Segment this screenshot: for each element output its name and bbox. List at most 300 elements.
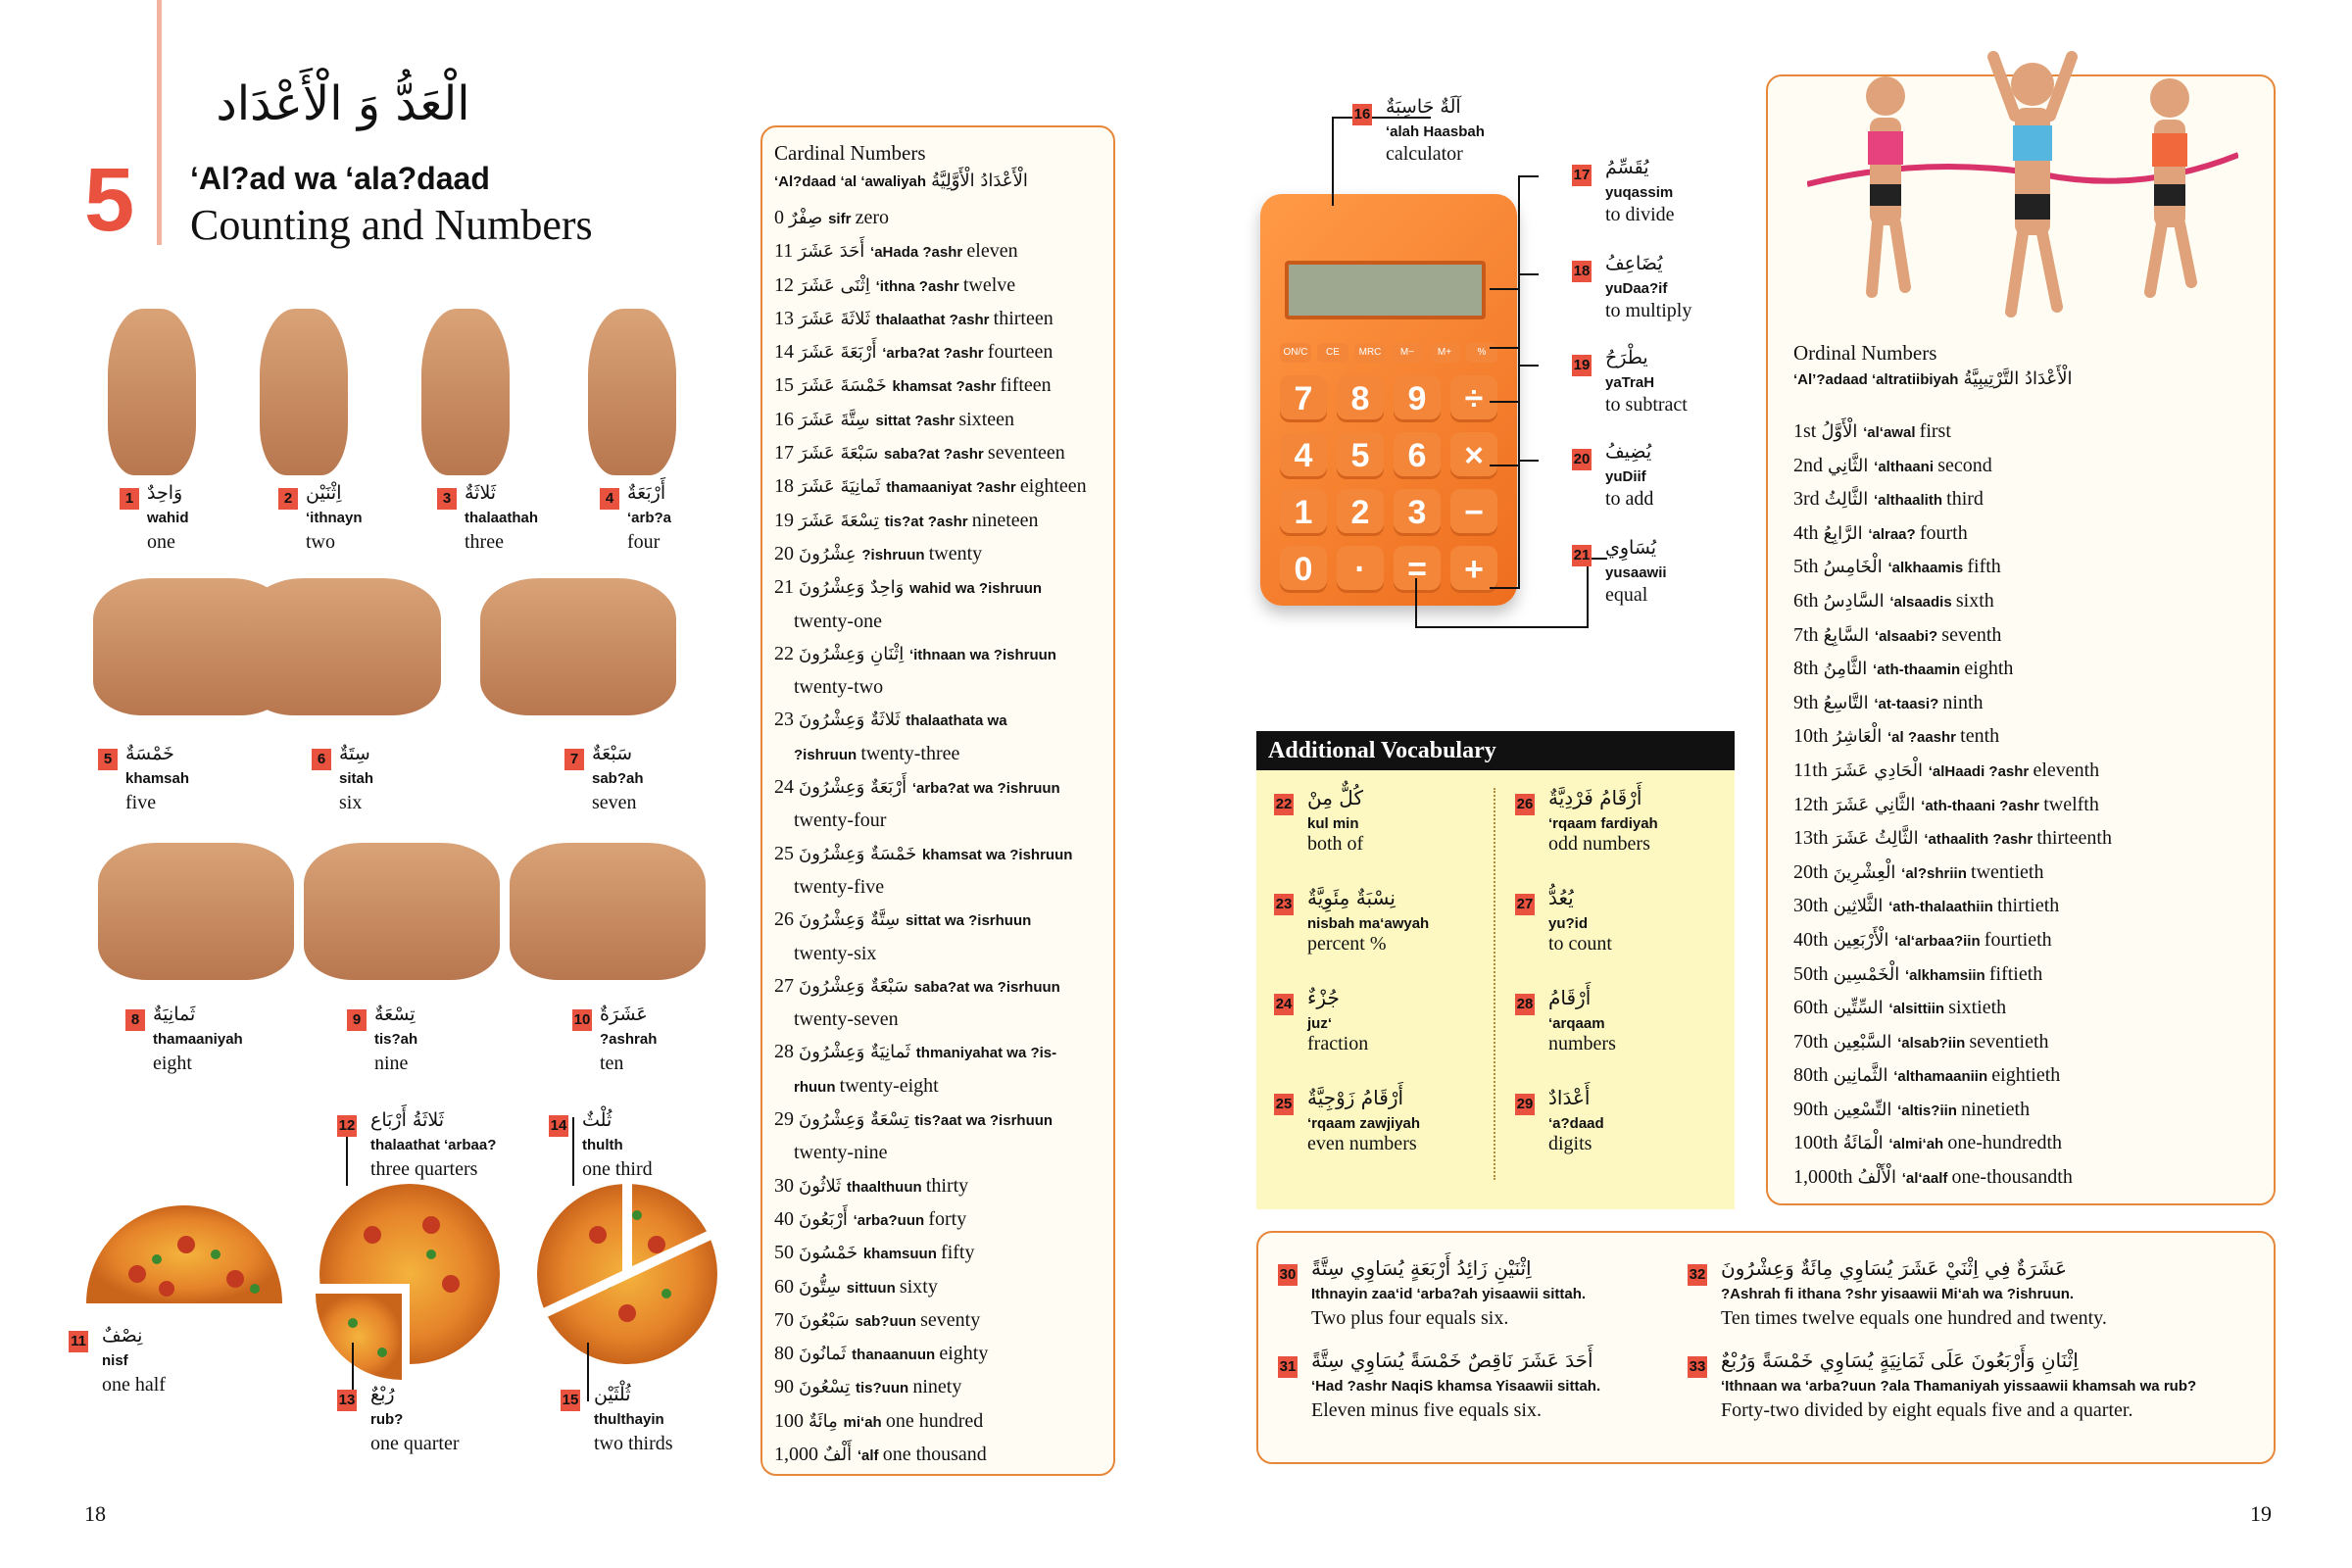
ordinal-row <box>1793 517 2264 552</box>
vocab-22-number: 22 <box>1274 794 1294 815</box>
vocab-23-number: 23 <box>1274 894 1294 915</box>
cardinal-transliteration: wahid wa ?ishruun <box>909 580 1043 598</box>
vocab-27-number: 27 <box>1515 894 1535 915</box>
ordinal-transliteration: ‘al‘arbaa?iin <box>1894 932 1984 950</box>
runners-photo <box>1807 37 2238 351</box>
fraction-14-transliteration: thulth <box>582 1137 623 1153</box>
ordinal-arabic: الثَّانِي عَشَرَ <box>1833 794 1922 815</box>
ordinal-transliteration: ‘ath-thaani ?ashr <box>1921 797 2044 814</box>
cardinal-arabic: تِسْعَةَ عَشَرَ <box>799 510 885 531</box>
ordinal-row <box>1793 822 2264 857</box>
chapter-number: 5 <box>84 150 135 250</box>
cardinal-arabic: خَمْسَةٌ وَعِشْرُونَ <box>799 843 923 864</box>
cardinal-numeral: 23 <box>774 709 799 731</box>
ordinal-transliteration: ‘alsaabi? <box>1874 627 1942 645</box>
fraction-14-number: 14 <box>549 1115 568 1137</box>
cardinal-row <box>774 1405 1111 1439</box>
cardinal-english: twelve <box>962 273 1016 296</box>
ordinal-row <box>1793 992 2264 1026</box>
calc-label-21-english: equal <box>1605 584 1648 606</box>
fraction-12-transliteration: thalaathat ‘arbaa? <box>370 1137 497 1153</box>
ordinal-numeral: 7th <box>1793 623 1824 646</box>
cardinal-transliteration: thanaanuun <box>852 1347 940 1364</box>
chapter-rule <box>157 0 162 245</box>
cardinal-english: fourteen <box>987 341 1054 364</box>
cardinal-numeral: 1,000 <box>774 1443 823 1465</box>
formula-33-number: 33 <box>1688 1356 1707 1378</box>
hand-1-image <box>108 309 196 475</box>
formulas-panel <box>1256 1231 2276 1464</box>
calc-function-key: ON/C <box>1280 343 1311 363</box>
ordinal-row <box>1793 1026 2264 1060</box>
ordinal-numeral: 30th <box>1793 895 1834 917</box>
hand-5-number: 5 <box>98 749 118 770</box>
ordinal-arabic: التِّسْعِين <box>1833 1099 1898 1120</box>
calc-label-17-arabic: يُقَسِّمُ <box>1605 157 1649 178</box>
cardinal-english: ninety <box>912 1376 962 1398</box>
vocab-26-arabic: أَرْقَامُ فَرْدِيَّةٌ <box>1548 786 1642 809</box>
vocab-22-english: both of <box>1307 833 1364 855</box>
ordinal-english: fifth <box>1967 556 2001 578</box>
cardinal-transliteration: saba?at ?ashr <box>884 446 988 464</box>
vocab-29-arabic: أَعْدَادٌ <box>1548 1086 1591 1109</box>
cardinal-transliteration: ‘ithna ?ashr <box>875 277 963 295</box>
vocab-26-transliteration: ‘rqaam fardiyah <box>1548 815 1658 832</box>
ordinal-arabic: الْخَامِسُ <box>1823 557 1888 578</box>
ordinal-english: sixtieth <box>1948 997 2007 1019</box>
cardinal-row <box>774 1103 1111 1137</box>
fraction-14-arabic: ثُلْثٌ <box>582 1109 612 1131</box>
cardinal-numeral: 14 <box>774 341 799 364</box>
vocab-23-english: percent % <box>1307 933 1387 955</box>
cardinal-row <box>774 369 1111 403</box>
ordinal-arabic: الرَّابِعُ <box>1823 522 1869 544</box>
cardinal-numbers-panel <box>760 125 1115 1476</box>
ordinal-row <box>1793 687 2264 721</box>
hand-2-image <box>260 309 348 475</box>
hand-1-transliteration: wahid <box>147 510 189 526</box>
ordinal-english: twentieth <box>1971 860 2044 883</box>
ordinal-english: eightieth <box>1991 1064 2061 1087</box>
cardinal-row <box>774 1036 1111 1069</box>
ordinal-row <box>1793 1127 2264 1161</box>
cardinal-row <box>774 704 1111 737</box>
cardinal-arabic: أَرْبَعَةَ عَشَرَ <box>799 342 883 364</box>
ordinal-english: twelfth <box>2043 793 2099 815</box>
hand-4-image <box>588 309 676 475</box>
hand-8-arabic: ثَمانِيَةٌ <box>153 1004 196 1025</box>
vocab-28-arabic: أَرْقَامُ <box>1548 986 1592 1009</box>
calc-label-18-transliteration: yuDaa?if <box>1605 280 1668 297</box>
formula-32-arabic: عَشَرَةٌ فِي اِثْنَيْ عَشَرَ يُسَاوِي مِائَةٌ وَعِشْرُونَ <box>1721 1256 2068 1280</box>
ordinal-row <box>1793 755 2264 789</box>
hand-10-transliteration: ?ashrah <box>600 1031 658 1048</box>
cardinal-numeral: 18 <box>774 475 799 498</box>
hand-7-number: 7 <box>564 749 584 770</box>
ordinal-arabic: الْعِشْرِينَ <box>1833 861 1902 883</box>
formula-33-transliteration: ‘Ithnaan wa ‘arba?uun ?ala Thamaniyah yissaawii khamsah wa rub? <box>1721 1378 2197 1395</box>
hand-9-arabic: تِسْعَةٌ <box>374 1004 416 1025</box>
ordinal-numeral: 80th <box>1793 1064 1834 1087</box>
calc-label-16-transliteration: ‘alah Haasbah <box>1386 123 1485 140</box>
chapter-title-arabic: الْعَدُّ وَ الْأَعْدَاد <box>216 76 470 131</box>
ordinal-subtitle <box>1793 368 2072 389</box>
calc-label-19-english: to subtract <box>1605 394 1688 416</box>
page-number-left: 18 <box>84 1501 106 1526</box>
calc-function-key: M+ <box>1429 343 1460 363</box>
hand-10-image <box>510 843 706 980</box>
cardinal-numeral: 25 <box>774 842 799 864</box>
calc-label-19-number: 19 <box>1572 355 1592 376</box>
cardinal-transliteration: thalaathat ?ashr <box>875 311 994 328</box>
cardinal-numeral: 100 <box>774 1409 808 1432</box>
formula-30-transliteration: Ithnayin zaa‘id ‘arba?ah yisaawii sittah. <box>1311 1286 1587 1302</box>
cardinal-arabic: خَمْسُونَ <box>799 1243 863 1264</box>
fraction-14-english: one third <box>582 1158 653 1180</box>
cardinal-english: nineteen <box>971 509 1039 531</box>
cardinal-numeral: 16 <box>774 408 799 430</box>
cardinal-row <box>774 1371 1111 1404</box>
calc-key: × <box>1450 432 1497 479</box>
hand-2-number: 2 <box>278 488 298 510</box>
vocab-27-english: to count <box>1548 933 1612 955</box>
cardinal-arabic: خَمْسَةَ عَشَرَ <box>799 375 893 397</box>
calculator-leader-lines <box>1313 98 1646 647</box>
vocab-24-arabic: جُزْءٌ <box>1307 986 1340 1009</box>
cardinal-row <box>774 202 1111 235</box>
ordinal-row <box>1793 720 2264 755</box>
ordinal-arabic: الثَّامِنُ <box>1823 659 1874 680</box>
cardinal-numeral: 60 <box>774 1275 799 1298</box>
cardinal-transliteration: ‘alf <box>857 1446 883 1464</box>
ordinal-numeral: 60th <box>1793 997 1834 1019</box>
cardinal-row <box>774 1203 1111 1237</box>
cardinal-row <box>774 1170 1111 1203</box>
ordinal-row <box>1793 416 2264 450</box>
cardinal-arabic: سَبْعَةَ عَشَرَ <box>799 443 885 465</box>
hand-4-english: four <box>627 531 661 553</box>
cardinal-numeral: 17 <box>774 442 799 465</box>
cardinal-transliteration: ‘ithnaan wa ?ishruun <box>908 646 1056 663</box>
cardinal-numeral: 13 <box>774 307 799 329</box>
cardinal-numeral: 50 <box>774 1242 799 1264</box>
hand-3-arabic: ثَلاثَةٌ <box>465 482 497 504</box>
vocab-22-transliteration: kul min <box>1307 815 1359 832</box>
cardinal-transliteration: ?ishruun <box>794 746 861 763</box>
cardinal-arabic: عِشْرُونَ <box>799 543 862 564</box>
ordinal-english: thirtieth <box>1996 895 2060 917</box>
vocab-24-english: fraction <box>1307 1033 1369 1054</box>
formula-32-transliteration: ?Ashrah fi ithana ?shr yisaawii Mi‘ah wa ?ishruun. <box>1721 1286 2075 1302</box>
ordinal-transliteration: ‘athaalith ?ashr <box>1924 831 2037 849</box>
cardinal-english: fifty <box>941 1242 975 1264</box>
hand-1-number: 1 <box>120 488 139 510</box>
hand-3-number: 3 <box>437 488 457 510</box>
ordinal-numeral: 9th <box>1793 691 1824 713</box>
formula-33-arabic: اِثْنَانِ وَأَرْبَعُونَ عَلَى ثَمَانِيَةٍ يُسَاوِي خَمْسَةً وَرُبْعٌ <box>1721 1348 2079 1372</box>
ordinal-english: first <box>1919 420 1951 442</box>
hand-3-image <box>421 309 510 475</box>
vocab-25-english: even numbers <box>1307 1133 1417 1154</box>
ordinal-arabic: السَّابِعُ <box>1823 624 1875 646</box>
cardinal-numeral: 80 <box>774 1343 799 1365</box>
cardinal-arabic: ثَمانِيَةٌ وَعِشْرُونَ <box>799 1042 916 1063</box>
cardinal-row <box>774 1439 1111 1472</box>
fraction-11-number: 11 <box>69 1331 88 1352</box>
calc-label-20-english: to add <box>1605 488 1654 510</box>
cardinal-numeral: 19 <box>774 509 799 531</box>
ordinal-numeral: 2nd <box>1793 454 1828 476</box>
hand-3-english: three <box>465 531 504 553</box>
ordinal-row <box>1793 1059 2264 1094</box>
fraction-15-transliteration: thulthayin <box>594 1411 664 1428</box>
cardinal-english: one hundred <box>885 1409 984 1432</box>
ordinal-arabic: الثَّالِثُ <box>1824 489 1874 511</box>
ordinal-numeral: 10th <box>1793 725 1834 748</box>
ordinal-english: seventieth <box>1969 1030 2049 1053</box>
ordinal-english: fourtieth <box>1984 928 2052 951</box>
calc-label-17-transliteration: yuqassim <box>1605 184 1674 201</box>
ordinal-transliteration: ‘al‘awal <box>1863 424 1920 441</box>
cardinal-row <box>774 671 1111 704</box>
hand-4-arabic: أَرْبَعَةٌ <box>627 482 666 504</box>
cardinal-transliteration: thmaniyahat wa ?is- <box>915 1045 1057 1062</box>
cardinal-row <box>774 336 1111 369</box>
cardinal-arabic: سِتَّةَ عَشَرَ <box>799 409 876 430</box>
cardinal-subtitle-tr: ‘Al?daad ‘al ‘awaliyah <box>774 173 927 190</box>
cardinal-numeral: 22 <box>774 642 799 664</box>
ordinal-english: tenth <box>1960 725 2000 748</box>
cardinal-arabic: صِفْرٌ <box>789 208 829 228</box>
formula-31-transliteration: ‘Had ?ashr NaqiS khamsa Yisaawii sittah. <box>1311 1378 1601 1395</box>
calc-key: 9 <box>1394 375 1441 422</box>
additional-vocabulary-panel <box>1256 731 1735 1209</box>
vocab-27-arabic: يُعُدُّ <box>1548 886 1574 909</box>
cardinal-english: twenty-four <box>794 809 887 832</box>
cardinal-transliteration: rhuun <box>794 1078 840 1096</box>
cardinal-arabic: ثَلاثُونَ <box>799 1175 848 1197</box>
cardinal-arabic: سَبْعَةٌ وَعِشْرُونَ <box>799 975 914 997</box>
vocab-29-number: 29 <box>1515 1094 1535 1115</box>
hand-6-arabic: سِتَةٌ <box>339 743 370 764</box>
ordinal-title: Ordinal Numbers <box>1793 341 1937 365</box>
cardinal-row <box>774 1004 1111 1036</box>
fraction-13-number: 13 <box>337 1390 357 1411</box>
calc-key: · <box>1337 546 1384 593</box>
ordinal-row <box>1793 619 2264 654</box>
hand-5-english: five <box>125 792 157 813</box>
calc-key: 5 <box>1337 432 1384 479</box>
ordinal-transliteration: ‘althamaaniin <box>1893 1068 1992 1086</box>
ordinal-row <box>1793 1161 2264 1196</box>
ordinal-transliteration: ‘altis?iin <box>1897 1102 1962 1119</box>
ordinal-english: one-hundredth <box>1947 1132 2063 1154</box>
cardinal-numeral: 20 <box>774 542 799 564</box>
cardinal-row <box>774 303 1111 336</box>
calc-label-21-number: 21 <box>1572 545 1592 566</box>
hand-1-english: one <box>147 531 175 553</box>
ordinal-numeral: 12th <box>1793 793 1834 815</box>
vocab-divider <box>1494 788 1495 1180</box>
cardinal-english: eleven <box>966 240 1018 263</box>
formula-31-english: Eleven minus five equals six. <box>1311 1399 1542 1421</box>
ordinal-numeral: 1,000th <box>1793 1166 1858 1189</box>
hand-6-image <box>245 578 441 715</box>
cardinal-english: seventeen <box>987 442 1065 465</box>
cardinal-row <box>774 235 1111 269</box>
ordinal-numeral: 100th <box>1793 1132 1843 1154</box>
ordinal-row <box>1793 890 2264 924</box>
cardinal-transliteration: tis?at ?ashr <box>884 513 972 530</box>
cardinal-row <box>774 904 1111 937</box>
cardinal-arabic: ثَمانُونَ <box>799 1344 853 1365</box>
ordinal-numeral: 6th <box>1793 589 1824 612</box>
cardinal-numeral: 29 <box>774 1108 799 1131</box>
cardinal-transliteration: khamsat wa ?ishruun <box>922 846 1073 863</box>
vocab-25-arabic: أَرْقَامُ زَوْجِيَّةٌ <box>1307 1086 1404 1109</box>
fraction-11-english: one half <box>102 1374 166 1396</box>
fraction-12-arabic: ثَلاثَةُ أَرْبَاع <box>370 1109 445 1131</box>
cardinal-numeral: 28 <box>774 1041 799 1063</box>
ordinal-arabic: السَّبْعِين <box>1833 1031 1898 1053</box>
cardinal-transliteration: khamsuun <box>862 1246 942 1263</box>
cardinal-subtitle <box>774 171 1028 191</box>
cardinal-english: twenty-nine <box>794 1142 888 1164</box>
ordinal-transliteration: ‘al‘aalf <box>1901 1170 1952 1188</box>
cardinal-row <box>774 470 1111 504</box>
cardinal-arabic: سِتُّونَ <box>799 1276 847 1298</box>
cardinal-row <box>774 571 1111 605</box>
calc-label-18-arabic: يُضَاعِفُ <box>1605 253 1663 274</box>
ordinal-transliteration: ‘alkhaamis <box>1887 560 1968 577</box>
fraction-11-arabic: نِصْفٌ <box>102 1325 143 1347</box>
fraction-11-transliteration: nisf <box>102 1352 128 1369</box>
fraction-15-arabic: ثُلْثَيْن <box>594 1384 631 1405</box>
ordinal-english: seventh <box>1941 623 2002 646</box>
cardinal-transliteration: sittat ?ashr <box>875 412 959 429</box>
calc-key: − <box>1450 489 1497 536</box>
calc-label-17-number: 17 <box>1572 165 1592 186</box>
calc-key: 4 <box>1280 432 1327 479</box>
cardinal-row <box>774 771 1111 805</box>
page-number-right: 19 <box>2250 1501 2272 1526</box>
hand-4-transliteration: ‘arb?a <box>627 510 672 526</box>
vocab-28-english: numbers <box>1548 1033 1616 1054</box>
cardinal-transliteration: saba?at wa ?isrhuun <box>913 978 1060 996</box>
fraction-15-number: 15 <box>561 1390 580 1411</box>
cardinal-transliteration: ‘aHada ?ashr <box>870 244 967 262</box>
cardinal-arabic: أَرْبَعَةٌ وَعِشْرُونَ <box>799 777 912 799</box>
cardinal-english: eighteen <box>1019 475 1087 498</box>
cardinal-row <box>774 638 1111 671</box>
calc-function-key: % <box>1466 343 1497 363</box>
ordinal-transliteration: ‘ath-thalaathiin <box>1888 899 1997 916</box>
vocab-23-arabic: نِسْبَةٌ مِئَوِيَّةٌ <box>1307 886 1396 909</box>
cardinal-arabic: وَاحِدٌ وَعِشْرُونَ <box>799 577 910 599</box>
cardinal-english: zero <box>855 207 889 228</box>
cardinal-numeral: 26 <box>774 908 799 931</box>
calc-label-16-arabic: آلَةٌ حَاسِبَةٌ <box>1386 96 1461 118</box>
cardinal-numeral: 15 <box>774 374 799 397</box>
ordinal-english: ninth <box>1942 691 1984 713</box>
cardinal-row <box>774 738 1111 771</box>
cardinal-row <box>774 538 1111 571</box>
ordinal-row <box>1793 1094 2264 1128</box>
cardinal-english: twenty-two <box>794 676 884 699</box>
hand-7-transliteration: sab?ah <box>592 770 644 787</box>
fraction-12-english: three quarters <box>370 1158 478 1180</box>
hand-8-image <box>98 843 294 980</box>
hand-6-number: 6 <box>312 749 331 770</box>
calc-function-key: CE <box>1317 343 1348 363</box>
vocab-26-english: odd numbers <box>1548 833 1650 855</box>
hand-7-arabic: سَبْعَةٌ <box>592 743 633 764</box>
formula-30-english: Two plus four equals six. <box>1311 1307 1509 1329</box>
calc-key: 0 <box>1280 546 1327 593</box>
ordinal-numeral: 1st <box>1793 420 1822 442</box>
fraction-13-arabic: رُبْعٌ <box>370 1384 395 1405</box>
vocab-28-transliteration: ‘arqaam <box>1548 1015 1605 1032</box>
hand-9-transliteration: tis?ah <box>374 1031 418 1048</box>
cardinal-transliteration: thalaathata wa <box>906 712 1007 730</box>
hand-10-english: ten <box>600 1053 624 1074</box>
ordinal-arabic: الْأَرْبَعِين <box>1833 929 1895 951</box>
ordinal-transliteration: ‘alkhamsiin <box>1905 966 1989 984</box>
ordinal-transliteration: ‘almi‘ah <box>1888 1136 1948 1153</box>
ordinal-row <box>1793 585 2264 619</box>
cardinal-row <box>774 938 1111 970</box>
hand-10-arabic: عَشَرَةٌ <box>600 1004 648 1025</box>
cardinal-arabic: سِتَّةٌ وَعِشْرُونَ <box>799 909 906 931</box>
cardinal-transliteration: ?ishruun <box>861 546 929 564</box>
ordinal-transliteration: ‘alsaadis <box>1889 593 1956 611</box>
ordinal-english: ninetieth <box>1961 1098 2031 1120</box>
ordinal-transliteration: ‘althaani <box>1874 458 1938 475</box>
ordinal-row <box>1793 483 2264 517</box>
hand-3-transliteration: thalaathah <box>465 510 539 526</box>
calc-function-key: MRC <box>1354 343 1386 363</box>
cardinal-transliteration: mi‘ah <box>843 1413 886 1431</box>
cardinal-transliteration: ‘arba?uun <box>853 1211 929 1229</box>
cardinal-arabic: أَحَدَ عَشَرَ <box>798 241 871 263</box>
cardinal-english: twenty-six <box>794 942 877 964</box>
ordinal-arabic: الثَّمانِين <box>1833 1065 1894 1087</box>
ordinal-transliteration: ‘alsab?iin <box>1897 1034 1970 1052</box>
vocab-26-number: 26 <box>1515 794 1535 815</box>
cardinal-transliteration: ‘arba?at wa ?ishruun <box>911 780 1060 798</box>
cardinal-english: twenty-one <box>794 610 882 632</box>
ordinal-transliteration: ‘alsittiin <box>1888 1001 1949 1018</box>
ordinal-arabic: الْعَاشِرُ <box>1833 726 1887 748</box>
cardinal-arabic: أَرْبَعُونَ <box>799 1208 854 1230</box>
hand-6-transliteration: sitah <box>339 770 374 787</box>
formula-31-number: 31 <box>1278 1356 1298 1378</box>
ordinal-arabic: الْأَلْفُ <box>1857 1167 1902 1189</box>
ordinal-numbers-panel <box>1766 74 2276 1205</box>
hand-5-arabic: خَمْسَةٌ <box>125 743 174 764</box>
ordinal-numeral: 4th <box>1793 521 1824 544</box>
calc-label-16-number: 16 <box>1352 104 1372 125</box>
ordinal-row <box>1793 450 2264 484</box>
cardinal-row <box>774 871 1111 904</box>
cardinal-row <box>774 437 1111 470</box>
cardinal-numeral: 24 <box>774 776 799 799</box>
cardinal-english: twenty-three <box>860 742 960 764</box>
cardinal-english: one thousand <box>882 1443 987 1465</box>
cardinal-arabic: اِثْنَى عَشَرَ <box>799 274 876 296</box>
ordinal-numeral: 3rd <box>1793 488 1825 511</box>
hand-7-image <box>480 578 676 715</box>
